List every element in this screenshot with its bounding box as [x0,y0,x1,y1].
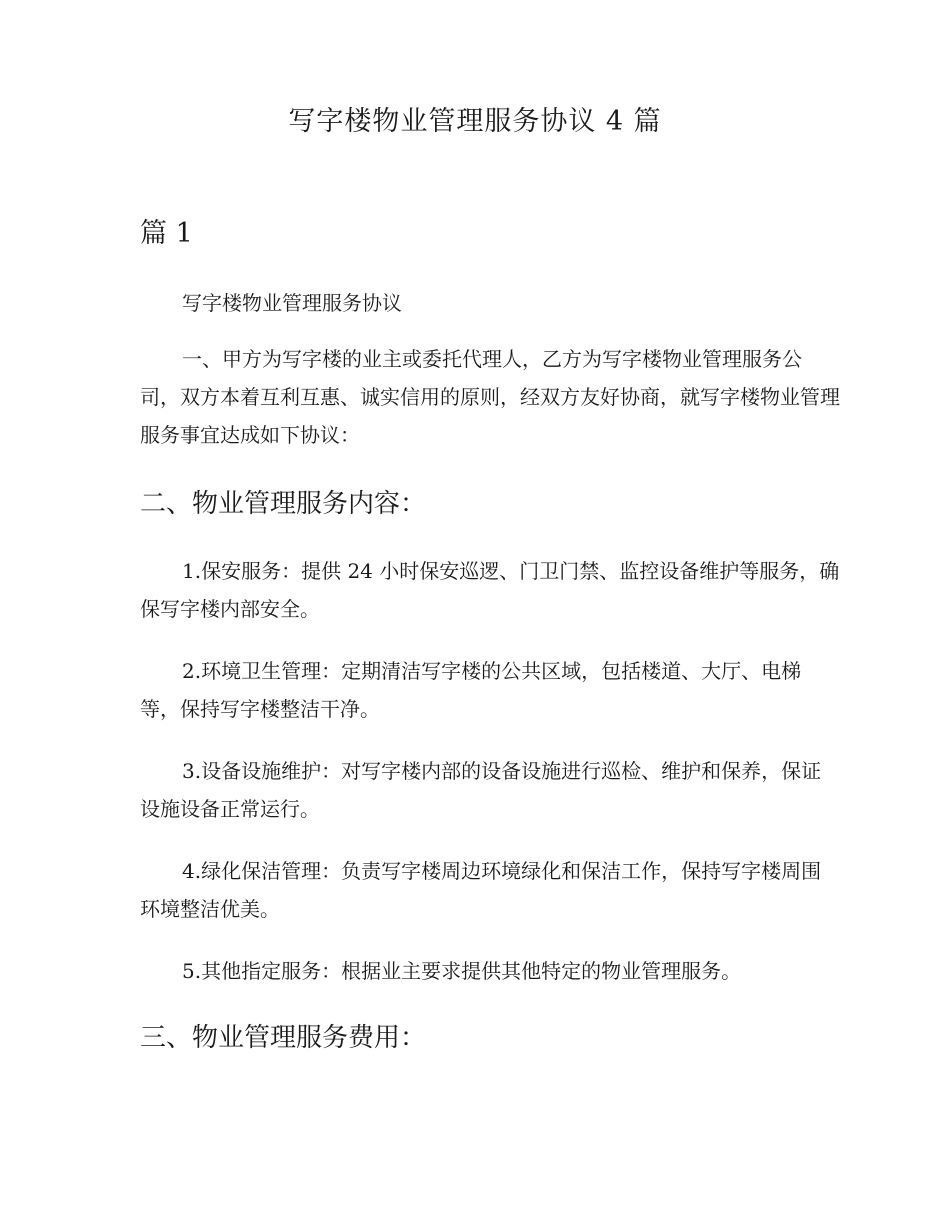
agreement-title: 写字楼物业管理服务协议 [182,291,402,315]
service-item-security: 1.保安服务：提供 24 小时保安巡逻、门卫门禁、监控设备维护等服务，确保写字楼内部安全。 [140,559,840,621]
intro-paragraph: 一、甲方为写字楼的业主或委托代理人，乙方为写字楼物业管理服务公司，双方本着互利互惠、诚实信用的原则，经双方友好协商，就写字楼物业管理服务事宜达成如下协议： [140,347,840,447]
document-title: 写字楼物业管理服务协议 4 篇 [288,106,662,137]
part-heading: 篇 1 [140,218,193,249]
service-item-maintenance: 3.设备设施维护：对写字楼内部的设备设施进行巡检、维护和保养，保证设施设备正常运行。 [140,759,822,821]
service-item-cleaning: 2.环境卫生管理：定期清洁写字楼的公共区域，包括楼道、大厅、电梯等，保持写字楼整洁干净。 [140,659,802,721]
section-heading-fees: 三、物业管理服务费用： [140,1023,427,1053]
service-item-other: 5.其他指定服务：根据业主要求提供其他特定的物业管理服务。 [182,959,742,983]
service-item-greening: 4.绿化保洁管理：负责写字楼周边环境绿化和保洁工作，保持写字楼周围环境整洁优美。 [140,859,822,921]
section-heading-content: 二、物业管理服务内容： [140,489,427,519]
